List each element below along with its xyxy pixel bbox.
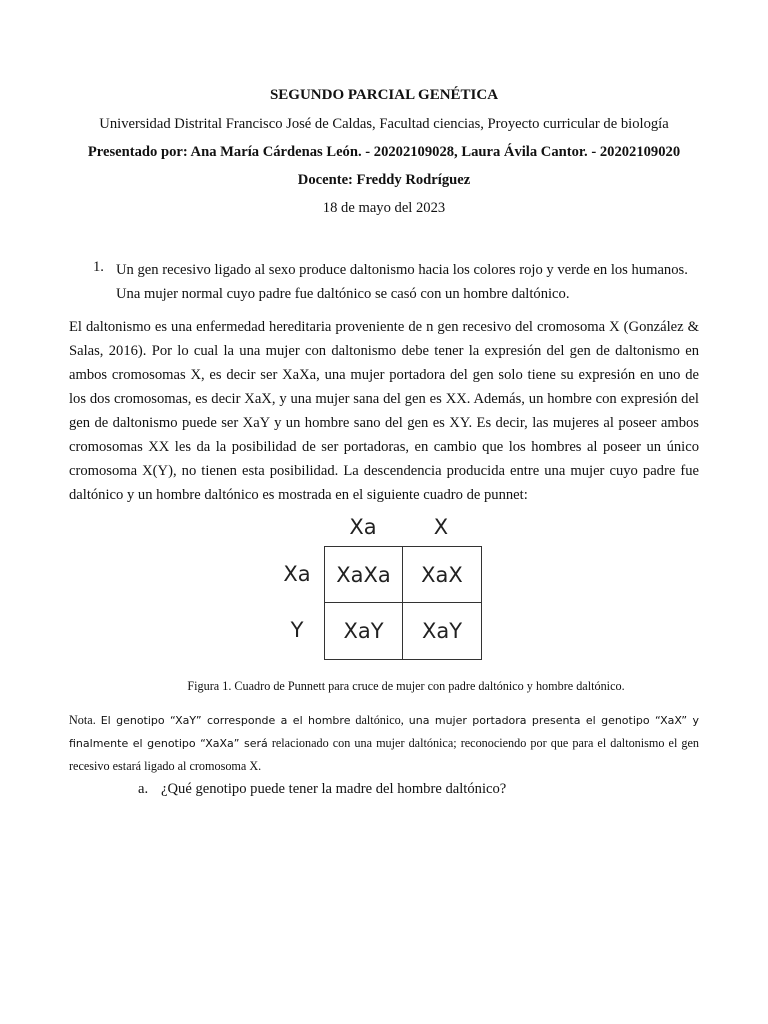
question-a-text: ¿Qué genotipo puede tener la madre del hombre daltónico? — [161, 781, 507, 797]
note-text-4: relacionado con una mujer daltónica; reconociendo por que para el daltonismo el gen recesivo estará ligado al cromosoma X. — [69, 736, 699, 773]
punnett-row-header: Y — [290, 618, 304, 642]
punnett-cell: XaXa — [325, 547, 403, 603]
note-text-3: una mujer portadora presenta el genotipo “XaX” y finalmente el genotipo “XaXa” será — [69, 714, 700, 750]
affiliation: Universidad Distrital Francisco José de Caldas, Facultad ciencias, Proyecto curricular de biología — [99, 116, 669, 132]
body-paragraph: El daltonismo es una enfermedad hereditaria proveniente de n gen recesivo del cromosoma X (González & Salas, 2016). Por lo cual la una mujer con daltonismo debe tener la expresión del gen de daltonismo en ambos cromosomas X, es decir ser XaXa, una mujer portadora del gen solo tiene su expresión en uno de los dos cromosomas, es decir XaX, y una mujer sana del gen es XX. Además, un hombre con expresión del gen de daltonismo puede ser XaY y un hombre sano del gen es XY. Es decir, las mujeres al poseer ambos cromosomas XX les da la posibilidad de ser portadoras, en cambio que los hombres al poseer un único cromosoma X(Y), no tienen esta posibilidad. La descendencia producida entre una mujer cuyo padre fue daltónico y un hombre daltónico es mostrada en el siguiente cuadro de punnet: — [69, 319, 699, 503]
question-a-letter: a. — [138, 781, 149, 797]
note-paragraph — [69, 709, 699, 777]
date: 18 de mayo del 2023 — [322, 200, 446, 216]
document-title: SEGUNDO PARCIAL GENÉTICA — [269, 87, 499, 103]
figure-caption: Figura 1. Cuadro de Punnett para cruce de mujer con padre daltónico y hombre daltónico. — [187, 679, 625, 693]
teacher: Docente: Freddy Rodríguez — [297, 172, 471, 188]
note-text-2: daltónico, — [355, 713, 404, 727]
authors: Presentado por: Ana María Cárdenas León. - 20202109028, Laura Ávila Cantor. - 20202109020 — [87, 144, 681, 160]
punnett-col-header: Xa — [349, 515, 377, 539]
question-1-text: Un gen recesivo ligado al sexo produce daltonismo hacia los colores rojo y verde en los humanos. Una mujer normal cuyo padre fue daltónico se casó con un hombre daltónico. — [116, 262, 688, 302]
punnett-cell: XaX — [403, 547, 481, 603]
question-1-number: 1. — [93, 259, 104, 275]
punnett-grid — [324, 546, 482, 660]
note-label: Nota. — [69, 713, 96, 727]
note-text-1: El genotipo “XaY” corresponde a el hombre — [100, 714, 351, 727]
punnett-cell: XaY — [421, 619, 463, 643]
punnett-row-header: Xa — [283, 562, 311, 586]
punnett-cell: XaY — [325, 603, 403, 659]
punnett-square — [270, 508, 490, 668]
punnett-col-header: X — [433, 515, 449, 539]
